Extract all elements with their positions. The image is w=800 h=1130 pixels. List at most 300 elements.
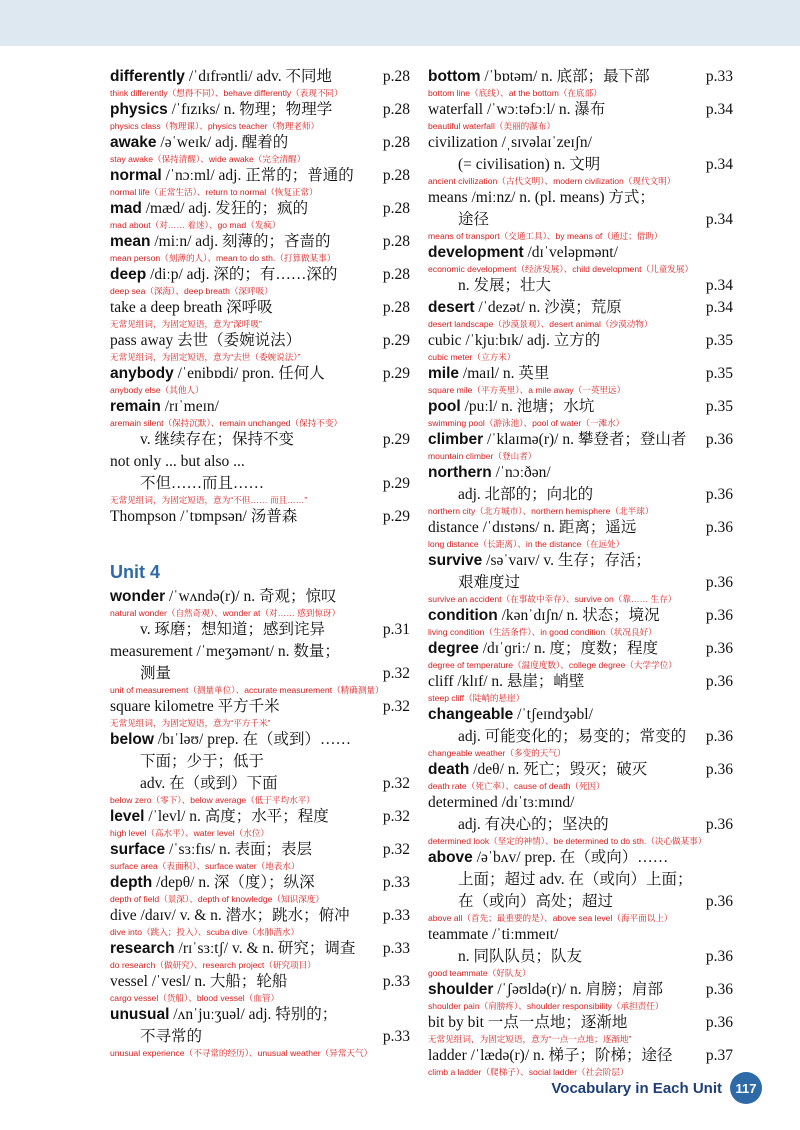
entry-definition: square kilometre 平方千米 <box>110 698 280 715</box>
unit-title: Unit 4 <box>110 562 161 582</box>
unit4-entry-list <box>110 586 410 1059</box>
vocab-entry <box>428 638 733 671</box>
entry-definition: /ˈfɪzɪks/ n. 物理；物理学 <box>167 101 333 118</box>
entry-definition: /dɪˈveləpmənt/ <box>523 244 618 261</box>
entry-line <box>110 806 410 828</box>
page-reference: p.33 <box>382 1028 410 1045</box>
page-reference: p.31 <box>382 621 410 638</box>
entry-definition: means /miːnz/ n. (pl. means) 方式； <box>428 189 655 206</box>
entry-definition: (= civilisation) n. 文明 <box>458 156 601 173</box>
vocab-entry <box>110 729 410 806</box>
vocab-entry <box>428 462 733 517</box>
entry-line <box>428 462 733 484</box>
headword: death <box>428 761 470 778</box>
page-reference: p.33 <box>382 907 410 924</box>
headword: condition <box>428 607 498 624</box>
entry-definition: 上面；超过 adv. 在（或向）上面； <box>458 871 693 888</box>
entry-line <box>110 99 410 121</box>
vocab-entry <box>428 847 733 924</box>
example-phrases: mad about（对…… 着迷）、go mad（发疯） <box>110 220 281 230</box>
entry-line <box>428 638 733 660</box>
vocab-entry <box>110 872 410 905</box>
example-phrases: desert landscape（沙漠景观）、desert animal（沙漠动物） <box>428 319 653 329</box>
page-reference: p.36 <box>705 673 733 690</box>
entry-line <box>110 264 410 286</box>
example-phrases: physics class（物理课）、physics teacher（物理老师） <box>110 121 320 131</box>
page-reference: p.36 <box>705 1014 733 1031</box>
headword: survive <box>428 552 483 569</box>
page-reference: p.36 <box>705 640 733 657</box>
entry-line <box>110 506 410 528</box>
entry-line <box>110 938 410 960</box>
entry-definition: v. 琢磨；想知道；感到诧异 <box>140 621 325 638</box>
page-reference: p.28 <box>382 134 410 151</box>
entry-line <box>428 154 733 176</box>
entry-definition: pass away 去世（委婉说法） <box>110 332 302 349</box>
footer-title: Vocabulary in Each Unit <box>551 1079 722 1097</box>
page-footer <box>551 1072 762 1104</box>
page-reference: p.35 <box>705 332 733 349</box>
page-reference: p.29 <box>382 431 410 448</box>
entry-definition: /rɪˈmeɪn/ <box>160 398 219 415</box>
page-reference: p.28 <box>382 233 410 250</box>
vocab-entry <box>428 517 733 550</box>
entry-line <box>428 847 733 869</box>
entry-line <box>428 792 733 814</box>
vocab-entry <box>110 696 410 729</box>
vocab-entry <box>110 1004 410 1059</box>
entry-definition: 不但……而且…… <box>140 475 265 492</box>
example-phrases: do research（做研究）、research project（研究项目） <box>110 960 316 970</box>
entry-line <box>428 979 733 1001</box>
headword: physics <box>110 101 168 118</box>
example-phrases: steep cliff（陡峭的悬崖） <box>428 693 525 703</box>
vocab-entry <box>110 429 410 451</box>
entry-definition: adj. 北部的；向北的 <box>458 486 594 503</box>
entry-line <box>110 473 410 495</box>
vocab-entry <box>110 641 410 696</box>
example-phrases: mean person（刻薄的人）、mean to do sth.（打算做某事） <box>110 253 336 263</box>
entry-line <box>428 726 733 748</box>
example-phrases: determined look（坚定的神情）、be determined to do sth.（决心做某事） <box>428 836 707 846</box>
example-phrases: cargo vessel（货船）、blood vessel（血管） <box>110 993 280 1003</box>
vocab-entry <box>110 905 410 938</box>
example-phrases: 无常见组词，为固定短语，意为“去世（委婉说法）” <box>110 352 301 362</box>
vocab-entry <box>428 1012 733 1045</box>
page-reference: p.36 <box>705 486 733 503</box>
page-reference: p.35 <box>705 365 733 382</box>
entry-definition: 下面；少于；低于 <box>140 753 265 770</box>
top-band <box>0 0 800 46</box>
entry-line <box>110 132 410 154</box>
page-reference: p.29 <box>382 332 410 349</box>
entry-definition: take a deep breath 深呼吸 <box>110 299 273 316</box>
page-reference: p.35 <box>705 398 733 415</box>
entry-definition: /ˈtʃeɪndʒəbl/ <box>513 706 593 723</box>
headword: surface <box>110 841 166 858</box>
entry-line <box>110 586 410 608</box>
vocab-entry <box>110 619 410 641</box>
vocab-entry <box>428 605 733 638</box>
entry-line <box>110 231 410 253</box>
vocab-entry <box>110 586 410 619</box>
entry-line <box>110 451 410 473</box>
entry-definition: n. 同队队员；队友 <box>458 948 583 965</box>
example-phrases: death rate（死亡率）、cause of death（死因） <box>428 781 605 791</box>
example-phrases: depth of field（景深）、depth of knowledge（知识深度） <box>110 894 324 904</box>
vocab-entry <box>428 132 733 187</box>
entry-definition: bit by bit 一点一点地；逐渐地 <box>428 1014 628 1031</box>
headword: depth <box>110 874 153 891</box>
page-reference: p.36 <box>705 981 733 998</box>
vocab-entry <box>110 806 410 839</box>
entry-definition: 艰难度过 <box>458 574 521 591</box>
entry-line <box>428 242 733 264</box>
entry-definition: civilization /ˌsɪvəlaɪˈzeɪʃn/ <box>428 134 592 151</box>
page-reference: p.34 <box>705 211 733 228</box>
entry-line <box>110 729 410 751</box>
page-reference: p.36 <box>705 893 733 910</box>
example-phrases: beautiful waterfall（美丽的瀑布） <box>428 121 556 131</box>
page-reference: p.36 <box>705 431 733 448</box>
entry-definition: /ˈsɜːfɪs/ n. 表面；表层 <box>165 841 313 858</box>
page-reference: p.29 <box>382 365 410 382</box>
entry-line <box>110 198 410 220</box>
entry-definition: Thompson /ˈtɒmpsən/ 汤普森 <box>110 508 298 525</box>
entry-line <box>428 132 733 154</box>
entry-definition: adj. 可能变化的；易变的；常变的 <box>458 728 687 745</box>
entry-line <box>110 619 410 641</box>
entry-line <box>428 1045 733 1067</box>
headword: research <box>110 940 175 957</box>
example-phrases: means of transport（交通工具）、by means of（通过；借助） <box>428 231 663 241</box>
page-reference: p.36 <box>705 519 733 536</box>
example-phrases: changeable weather（多变的天气） <box>428 748 566 758</box>
headword: changeable <box>428 706 514 723</box>
example-phrases: bottom line（底线）、at the bottom（在底部） <box>428 88 602 98</box>
entry-line <box>428 330 733 352</box>
entry-definition: /ˈdezət/ n. 沙漠；荒原 <box>474 299 622 316</box>
entry-definition: adj. 有决心的；坚决的 <box>458 816 609 833</box>
page-reference: p.36 <box>705 816 733 833</box>
entry-line <box>428 275 733 297</box>
entry-definition: /depθ/ n. 深（度）；纵深 <box>152 874 315 891</box>
entry-line <box>428 517 733 539</box>
vocab-entry <box>110 99 410 132</box>
vocab-entry <box>428 429 733 462</box>
example-phrases: climb a ladder（爬梯子）、social ladder（社会阶层） <box>428 1067 629 1077</box>
entry-definition: not only ... but also ... <box>110 453 245 470</box>
example-phrases: think differently（想得不同）、behave differently（表现不同） <box>110 88 343 98</box>
page-reference: p.33 <box>705 68 733 85</box>
vocab-entry <box>110 330 410 363</box>
entry-definition: /ˈklaɪmə(r)/ n. 攀登者；登山者 <box>483 431 687 448</box>
page-reference: p.34 <box>705 277 733 294</box>
entry-definition: dive /daɪv/ v. & n. 潜水；跳水；俯冲 <box>110 907 350 924</box>
page-number-badge: 117 <box>730 1072 762 1104</box>
example-phrases: stay awake（保持清醒）、wide awake（完全清醒） <box>110 154 306 164</box>
entry-definition: /rɪˈsɜːtʃ/ v. & n. 研究；调查 <box>174 940 356 957</box>
example-phrases: survive an accident（在事故中幸存）、survive on（靠…… 生存） <box>428 594 677 604</box>
vocab-entry <box>110 231 410 264</box>
example-phrases: cubic meter（立方米） <box>428 352 516 362</box>
entry-line <box>110 751 410 773</box>
entry-line <box>428 550 733 572</box>
headword: shoulder <box>428 981 494 998</box>
headword: degree <box>428 640 479 657</box>
entry-line <box>110 773 410 795</box>
page-reference: p.37 <box>705 1047 733 1064</box>
entry-line <box>110 330 410 352</box>
entry-definition: /kənˈdɪʃn/ n. 状态；境况 <box>497 607 660 624</box>
example-phrases: 无常见组词，为固定短语，意为“平方千米” <box>110 718 271 728</box>
example-phrases: 无常见组词，为固定短语，意为“一点一点地；逐渐地” <box>428 1034 632 1044</box>
page-reference: p.36 <box>705 761 733 778</box>
headword: wonder <box>110 588 166 605</box>
page-reference: p.36 <box>705 607 733 624</box>
headword: differently <box>110 68 185 85</box>
example-phrases: unusual experience（不寻常的经历）、unusual weather（异常天气） <box>110 1048 373 1058</box>
vocab-entry <box>110 297 410 330</box>
entry-definition: ladder /ˈlædə(r)/ n. 梯子；阶梯；途径 <box>428 1047 673 1064</box>
page-reference: p.28 <box>382 299 410 316</box>
spacer <box>110 528 410 558</box>
entry-definition: measurement /ˈmeʒəmənt/ n. 数量； <box>110 643 340 660</box>
vocab-entry <box>110 198 410 231</box>
left-column <box>110 66 410 1059</box>
vocab-entry <box>110 506 410 528</box>
entry-definition: cliff /klɪf/ n. 悬崖；峭壁 <box>428 673 585 690</box>
example-phrases: mountain climber（登山者） <box>428 451 537 461</box>
vocab-entry <box>428 550 733 605</box>
entry-definition: /puːl/ n. 池塘；水坑 <box>460 398 595 415</box>
headword: awake <box>110 134 157 151</box>
vocab-entry <box>428 671 733 704</box>
entry-line <box>110 696 410 718</box>
example-phrases: surface area（表面积）、surface water（地表水） <box>110 861 300 871</box>
headword: anybody <box>110 365 174 382</box>
entry-definition: /ˈenibɒdi/ pron. 任何人 <box>173 365 325 382</box>
example-phrases: normal life（正常生活）、return to normal（恢复正常） <box>110 187 318 197</box>
page-reference: p.36 <box>705 574 733 591</box>
headword: development <box>428 244 524 261</box>
entry-line <box>428 891 733 913</box>
example-phrases: 无常见组词，为固定短语，意为“不但…… 而且……” <box>110 495 308 505</box>
entry-definition: /ˈbɒtəm/ n. 底部；最下部 <box>480 68 650 85</box>
vocab-entry <box>110 396 410 429</box>
entry-line <box>428 209 733 231</box>
entry-definition: 测量 <box>140 665 172 682</box>
vocab-entry <box>110 839 410 872</box>
headword: northern <box>428 464 492 481</box>
example-phrases: 无常见组词，为固定短语，意为“深呼吸” <box>110 319 262 329</box>
entry-definition: distance /ˈdɪstəns/ n. 距离；遥远 <box>428 519 637 536</box>
headword: unusual <box>110 1006 170 1023</box>
entry-line <box>428 946 733 968</box>
example-phrases: above all（首先；最重要的是）、above sea level（海平面以上） <box>428 913 673 923</box>
entry-line <box>110 641 410 663</box>
vocab-entry <box>110 66 410 99</box>
headword: above <box>428 849 473 866</box>
vocab-entry <box>428 759 733 792</box>
headword: deep <box>110 266 147 283</box>
entry-definition: waterfall /ˈwɔːtəfɔːl/ n. 瀑布 <box>428 101 606 118</box>
vocab-entry <box>428 792 733 847</box>
entry-line <box>428 759 733 781</box>
headword: climber <box>428 431 484 448</box>
entry-line <box>428 66 733 88</box>
entry-definition: teammate /ˈtiːmmeɪt/ <box>428 926 559 943</box>
entry-definition: vessel /ˈvesl/ n. 大船；轮船 <box>110 973 288 990</box>
example-phrases: living condition（生活条件）、in good condition（状况良好） <box>428 627 657 637</box>
entry-line <box>110 363 410 385</box>
vocab-entry <box>428 924 733 979</box>
vocab-entry <box>428 275 733 297</box>
entry-line <box>428 187 733 209</box>
entry-definition: /əˈweɪk/ adj. 醒着的 <box>156 134 289 151</box>
entry-definition: 途径 <box>458 211 490 228</box>
entry-line <box>428 924 733 946</box>
page-reference: p.28 <box>382 68 410 85</box>
entry-definition: /miːn/ adj. 刻薄的；吝啬的 <box>150 233 331 250</box>
vocab-entry <box>110 971 410 1004</box>
vocab-entry <box>428 704 733 759</box>
entry-line <box>110 297 410 319</box>
entry-definition: /ˈdɪfrəntli/ adv. 不同地 <box>184 68 333 85</box>
page-reference: p.33 <box>382 940 410 957</box>
vocab-entry <box>428 330 733 363</box>
entry-line <box>110 905 410 927</box>
entry-definition: /ˈʃəʊldə(r)/ n. 肩膀；肩部 <box>493 981 663 998</box>
headword: mad <box>110 200 142 217</box>
page-reference: p.33 <box>382 973 410 990</box>
entry-line <box>110 1026 410 1048</box>
entry-line <box>428 572 733 594</box>
entry-definition: n. 发展；壮大 <box>458 277 552 294</box>
entry-line <box>110 971 410 993</box>
page-reference: p.32 <box>382 841 410 858</box>
entry-definition: /deθ/ n. 死亡；毁灭；破灭 <box>469 761 648 778</box>
vocab-entry <box>110 938 410 971</box>
page-reference: p.34 <box>705 101 733 118</box>
entry-line <box>110 1004 410 1026</box>
headword: mile <box>428 365 460 382</box>
page-reference: p.32 <box>382 808 410 825</box>
entry-definition: /diːp/ adj. 深的；有……深的 <box>146 266 338 283</box>
entry-line <box>428 671 733 693</box>
left-entry-list <box>110 66 410 528</box>
vocab-entry <box>428 297 733 330</box>
entry-definition: 在（或向）高处；超过 <box>458 893 614 910</box>
example-phrases: swimming pool（游泳池）、pool of water（一滩水） <box>428 418 625 428</box>
headword: bottom <box>428 68 481 85</box>
entry-line <box>428 363 733 385</box>
headword: remain <box>110 398 161 415</box>
example-phrases: unit of measurement（测量单位）、accurate measurement（精确测量） <box>110 685 384 695</box>
entry-definition: /ˈnɔːml/ adj. 正常的；普通的 <box>161 167 354 184</box>
vocab-entry <box>428 396 733 429</box>
page-reference: p.33 <box>382 874 410 891</box>
headword: mean <box>110 233 151 250</box>
entry-line <box>110 872 410 894</box>
entry-definition: cubic /ˈkjuːbɪk/ adj. 立方的 <box>428 332 601 349</box>
entry-line <box>110 165 410 187</box>
vocab-entry <box>428 99 733 132</box>
entry-definition: v. 继续存在；保持不变 <box>140 431 294 448</box>
headword: normal <box>110 167 162 184</box>
vocab-entry <box>110 363 410 396</box>
example-phrases: long distance（长距离）、in the distance（在远处） <box>428 539 625 549</box>
entry-line <box>110 429 410 451</box>
entry-line <box>110 839 410 861</box>
entry-line <box>110 66 410 88</box>
example-phrases: northern city（北方城市）、northern hemisphere（北半球） <box>428 506 654 516</box>
entry-line <box>428 396 733 418</box>
headword: desert <box>428 299 475 316</box>
example-phrases: good teammate（好队友） <box>428 968 531 978</box>
page-reference: p.34 <box>705 156 733 173</box>
vocab-entry <box>428 242 733 275</box>
page-reference: p.32 <box>382 775 410 792</box>
vocab-entry <box>110 451 410 506</box>
entry-definition: determined /dɪˈtɜːmɪnd/ <box>428 794 575 811</box>
page-reference: p.28 <box>382 266 410 283</box>
page-reference: p.34 <box>705 299 733 316</box>
entry-line <box>110 396 410 418</box>
entry-definition: /mæd/ adj. 发狂的；疯的 <box>141 200 309 217</box>
page-reference: p.29 <box>382 475 410 492</box>
vocab-entry <box>110 165 410 198</box>
entry-definition: 不寻常的 <box>140 1028 203 1045</box>
entry-definition: /ʌnˈjuːʒuəl/ adj. 特别的； <box>169 1006 338 1023</box>
page-reference: p.32 <box>382 698 410 715</box>
example-phrases: aremain silent（保持沉默）、remain unchanged（保持不变） <box>110 418 343 428</box>
entry-line <box>428 869 733 891</box>
headword: below <box>110 731 154 748</box>
entry-line <box>428 1012 733 1034</box>
entry-line <box>428 99 733 121</box>
entry-definition: /ˈlevl/ n. 高度；水平；程度 <box>144 808 329 825</box>
page-reference: p.36 <box>705 948 733 965</box>
headword: pool <box>428 398 461 415</box>
vocab-entry <box>428 66 733 99</box>
example-phrases: ancient civilization（古代文明）、modern civilization（现代文明） <box>428 176 676 186</box>
example-phrases: economic development（经济发展）、child development（儿童发展） <box>428 264 694 274</box>
headword: level <box>110 808 145 825</box>
vocab-entry <box>110 264 410 297</box>
vocab-entry <box>428 979 733 1012</box>
example-phrases: degree of temperature（温度度数）、college degree（大学学位） <box>428 660 677 670</box>
page-reference: p.28 <box>382 101 410 118</box>
entry-definition: /maɪl/ n. 英里 <box>459 365 550 382</box>
entry-definition: /əˈbʌv/ prep. 在（或向）…… <box>472 849 669 866</box>
page-reference: p.29 <box>382 508 410 525</box>
page-reference: p.32 <box>382 665 410 682</box>
example-phrases: square mile（平方英里）、a mile away（一英里远） <box>428 385 626 395</box>
entry-line <box>428 484 733 506</box>
page-reference: p.28 <box>382 200 410 217</box>
entry-definition: /ˈnɔːðən/ <box>491 464 551 481</box>
vocab-entry <box>110 132 410 165</box>
right-column <box>428 66 733 1078</box>
entry-definition: /ˈwʌndə(r)/ n. 奇观；惊叹 <box>165 588 337 605</box>
vocab-entry <box>428 187 733 242</box>
entry-definition: /bɪˈləʊ/ prep. 在（或到）…… <box>153 731 351 748</box>
entry-line <box>428 814 733 836</box>
entry-definition: adv. 在（或到）下面 <box>140 775 278 792</box>
example-phrases: deep sea（深海）、deep breath（深呼吸） <box>110 286 273 296</box>
example-phrases: anybody else（其他人） <box>110 385 204 395</box>
